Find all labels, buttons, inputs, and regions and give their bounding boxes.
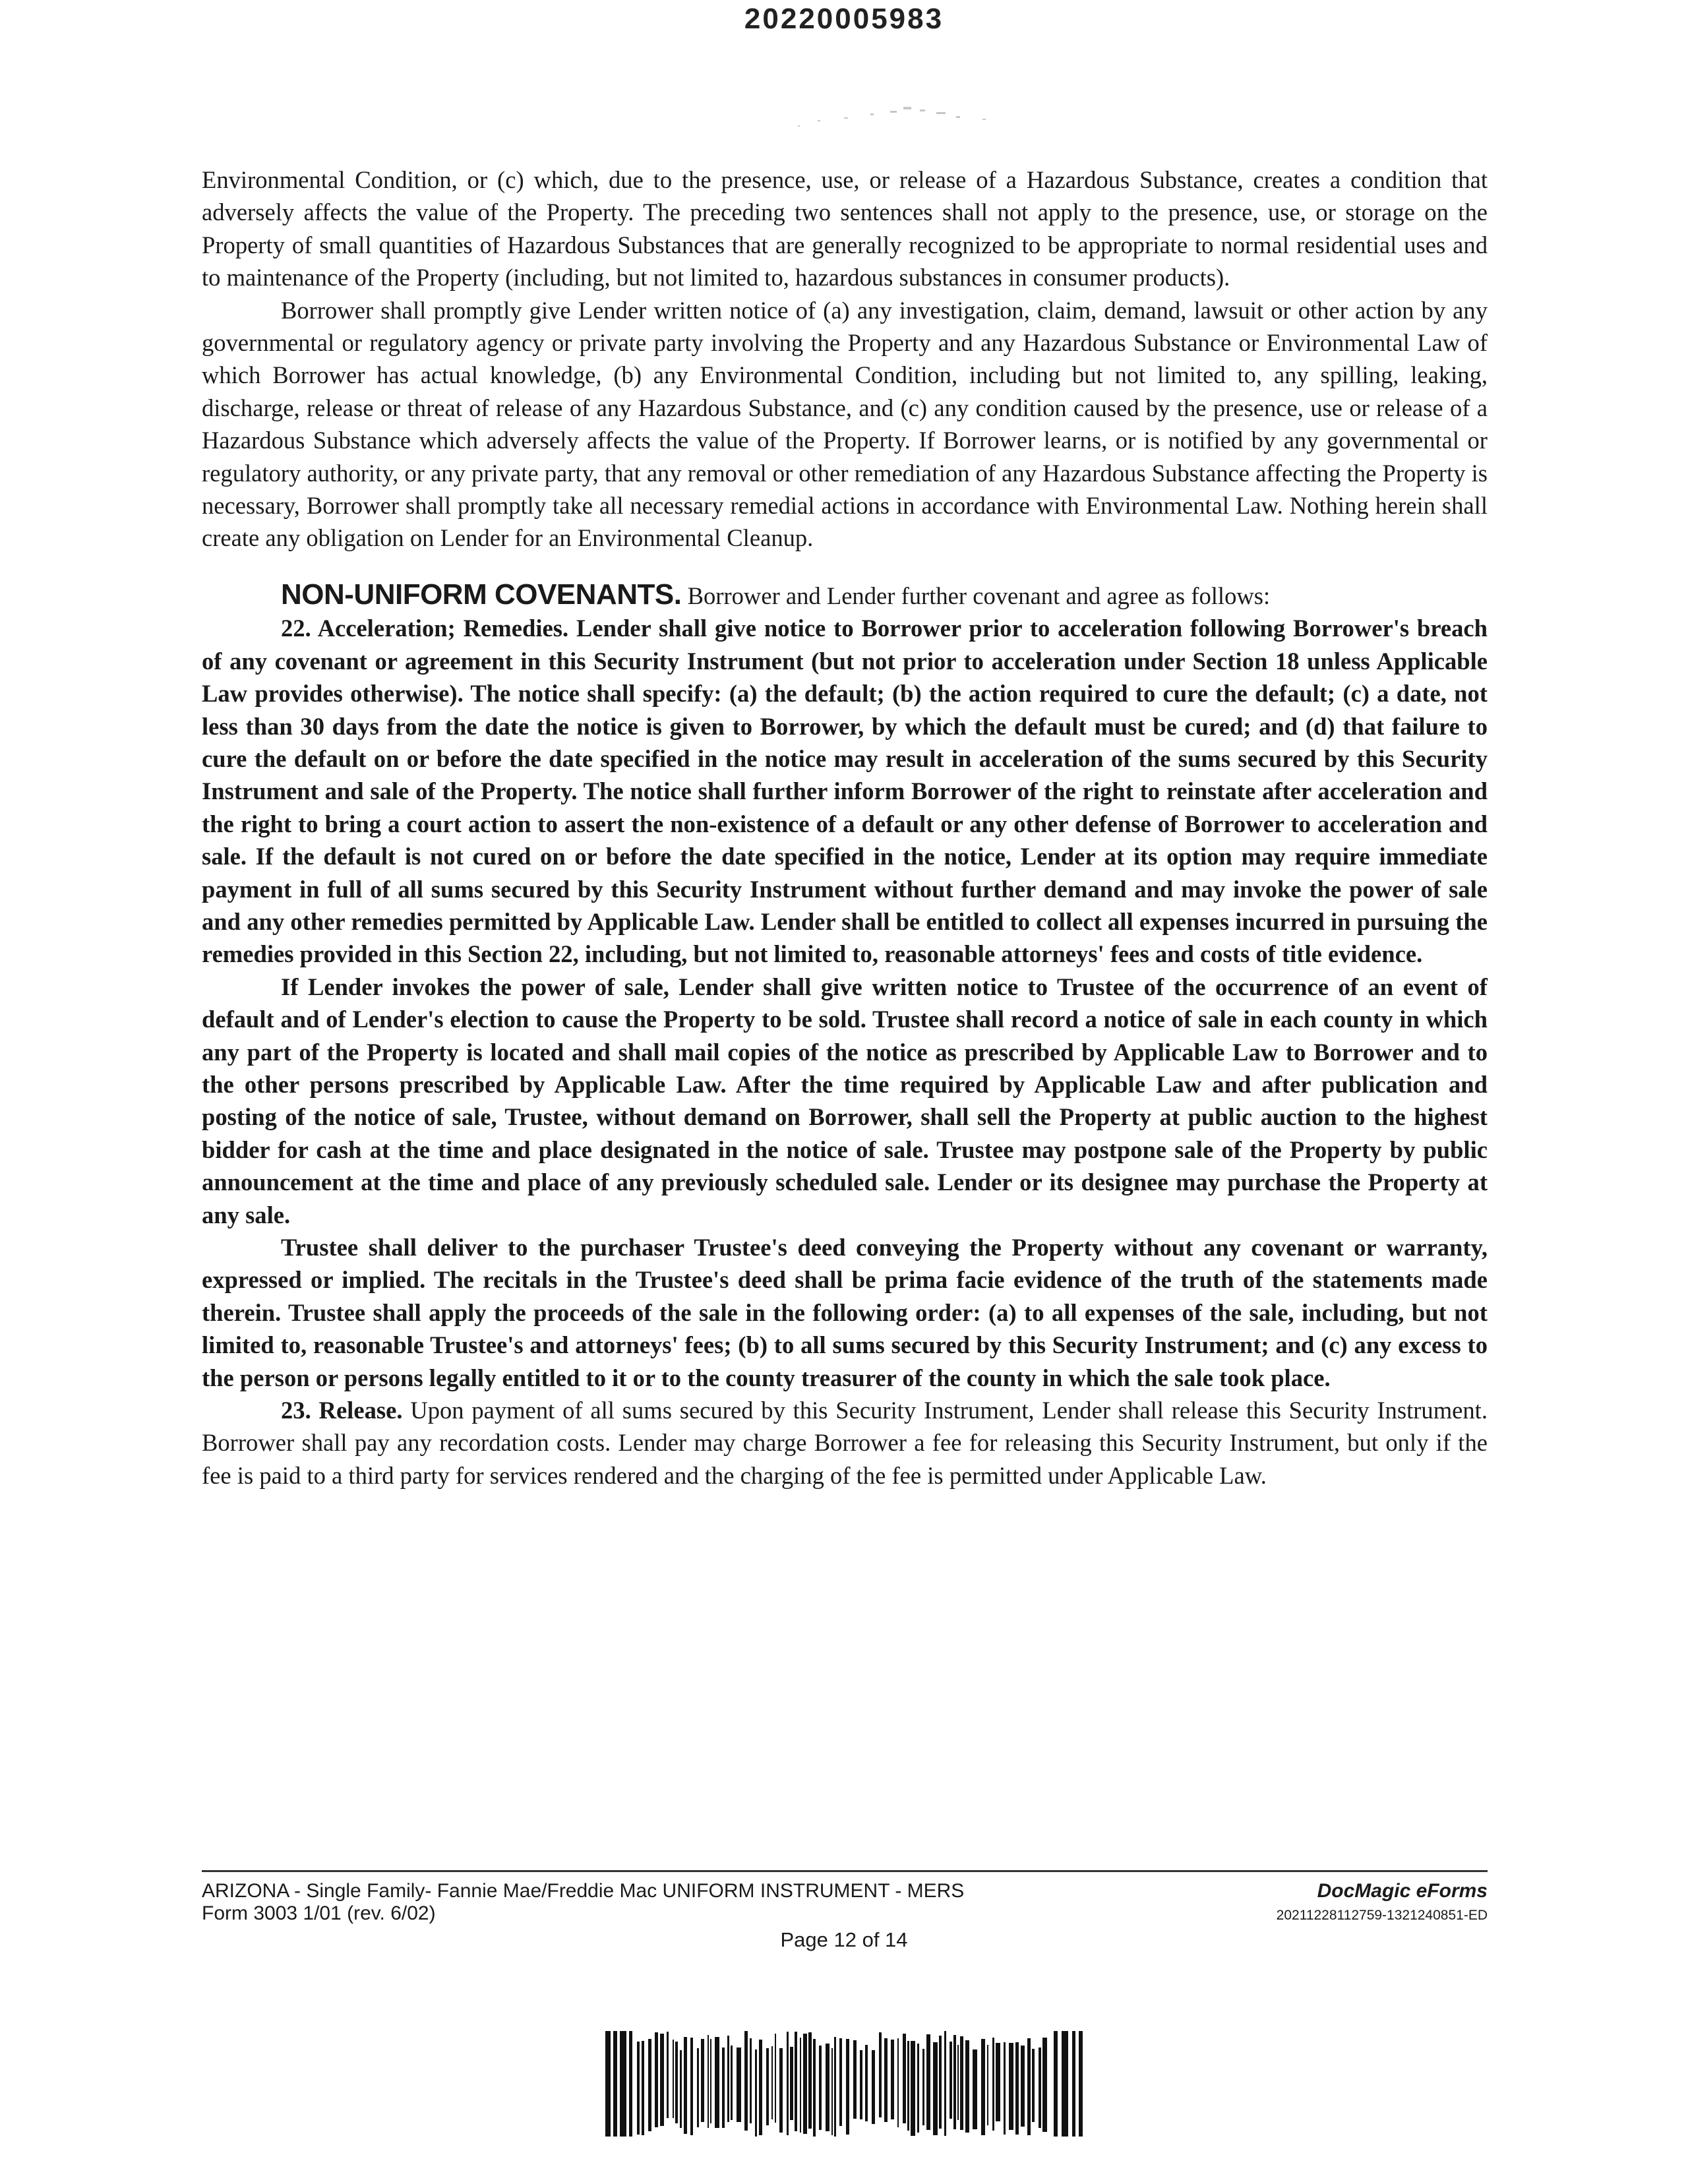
section-22-trustee-deed: Trustee shall deliver to the purchaser Trustee's deed conveying the Property without any covenant or warranty, expressed or implied. The recitals in the Trustee's deed shall be prima facie evidence of the truth of the statements made therein. Trustee shall apply the proceeds of the sale in the following order: (a) to all expenses of the sale, including, but not limited to, reasonable Trustee's and attorneys' fees; (b) to all sums secured by this Security Instrument; and (c) any excess to the person or persons legally entitled to it or to the county treasurer of the county in which the sale took place. bbox=[202, 1234, 1488, 1391]
page-number: Page 12 of 14 bbox=[780, 1928, 908, 1951]
non-uniform-covenants-heading: NON-UNIFORM COVENANTS. bbox=[281, 578, 682, 611]
footer-rule bbox=[202, 1870, 1488, 1872]
non-uniform-covenants-intro bbox=[202, 578, 1488, 612]
section-23-paragraph bbox=[202, 1394, 1488, 1492]
section-22-text: Lender shall give notice to Borrower prior to acceleration following Borrower's breach of any covenant or agreement in this Security Instrument (but not prior to acceleration under Section 18 unless Applicable Law provides otherwise). The notice shall specify: (a) the default; (b) the action required to cure the default; (c) a date, not less than 30 days from the date the notice is given to Borrower, by which the default must be cured; and (d) that failure to cure the default on or before the date specified in the notice may result in acceleration of the sums secured by this Security Instrument and sale of the Property. The notice shall further inform Borrower of the right to reinstate after acceleration and the right to bring a court action to assert the non-existence of a default or any other defense of Borrower to acceleration and sale. If the default is not cured on or before the date specified in the notice, Lender at its option may require immediate payment in full of all sums secured by this Security Instrument without further demand and may invoke the power of sale and any other remedies permitted by Applicable Law. Lender shall be entitled to collect all expenses incurred in pursuing the remedies provided in this Section 22, including, but not limited to, reasonable attorneys' fees and costs of title evidence. bbox=[202, 615, 1488, 968]
paragraph-environmental-condition: Environmental Condition, or (c) which, due to the presence, use, or release of a Hazardous Substance, creates a condition that adversely affects the value of the Property. The preceding two sentences shall not apply to the presence, use, or storage on the Property of small quantities of Hazardous Substances that are generally recognized to be appropriate to normal residential uses and to maintenance of the Property (including, but not limited to, hazardous substances in consumer products). bbox=[202, 166, 1488, 291]
barcode bbox=[605, 2031, 1083, 2137]
document-number: 20220005983 bbox=[744, 3, 944, 35]
form-title: ARIZONA - Single Family- Fannie Mae/Freddie Mac UNIFORM INSTRUMENT - MERS bbox=[202, 1880, 965, 1902]
section-23-label: 23. Release. bbox=[281, 1397, 403, 1424]
section-22-label: 22. Acceleration; Remedies. bbox=[281, 615, 569, 642]
docmagic-logo: DocMagic eForms bbox=[1317, 1880, 1488, 1902]
section-22-power-of-sale: If Lender invokes the power of sale, Lender shall give written notice to Trustee of the occurrence of an event of default and of Lender's election to cause the Property to be sold. Trustee shall record a notice of sale in each county in which any part of the Property is located and shall mail copies of the notice as prescribed by Applicable Law to Borrower and to the other persons prescribed by Applicable Law. After the time required by Applicable Law and after publication and posting of the notice of sale, Trustee, without demand on Borrower, shall sell the Property at public auction to the highest bidder for cash at the time and place designated in the notice of sale. Trustee may postpone sale of the Property by public announcement at the time and place of any previously scheduled sale. Lender or its designee may purchase the Property at any sale. bbox=[202, 973, 1488, 1228]
section-23-text: Upon payment of all sums secured by this Security Instrument, Lender shall release this Security Instrument. Borrower shall pay any recordation costs. Lender may charge Borrower a fee for releasing this Security Instrument, but only if the fee is paid to a third party for services rendered and the charging of the fee is permitted under Applicable Law. bbox=[202, 1397, 1488, 1489]
document-body bbox=[202, 164, 1488, 1492]
non-uniform-intro-text: Borrower and Lender further covenant and agree as follows: bbox=[681, 582, 1271, 609]
form-document-id: 20211228112759-1321240851-ED bbox=[1276, 1908, 1488, 1923]
paragraph-borrower-notice: Borrower shall promptly give Lender written notice of (a) any investigation, claim, demand, lawsuit or other action by any governmental or regulatory agency or private party involving the Property and any Hazardous Substance or Environmental Law of which Borrower has actual knowledge, (b) any Environmental Condition, including but not limited to, any spilling, leaking, discharge, release or threat of release of any Hazardous Substance, and (c) any condition caused by the presence, use or release of a Hazardous Substance which adversely affects the value of the Property. If Borrower learns, or is notified by any governmental or regulatory authority, or any private party, that any removal or other remediation of any Hazardous Substance affecting the Property is necessary, Borrower shall promptly take all necessary remedial actions in accordance with Environmental Law. Nothing herein shall create any obligation on Lender for an Environmental Cleanup. bbox=[202, 296, 1488, 552]
section-22-paragraph bbox=[202, 612, 1488, 970]
form-footer bbox=[202, 1870, 1488, 1925]
form-number: Form 3003 1/01 (rev. 6/02) bbox=[202, 1902, 436, 1924]
scan-artifact bbox=[791, 99, 1042, 138]
